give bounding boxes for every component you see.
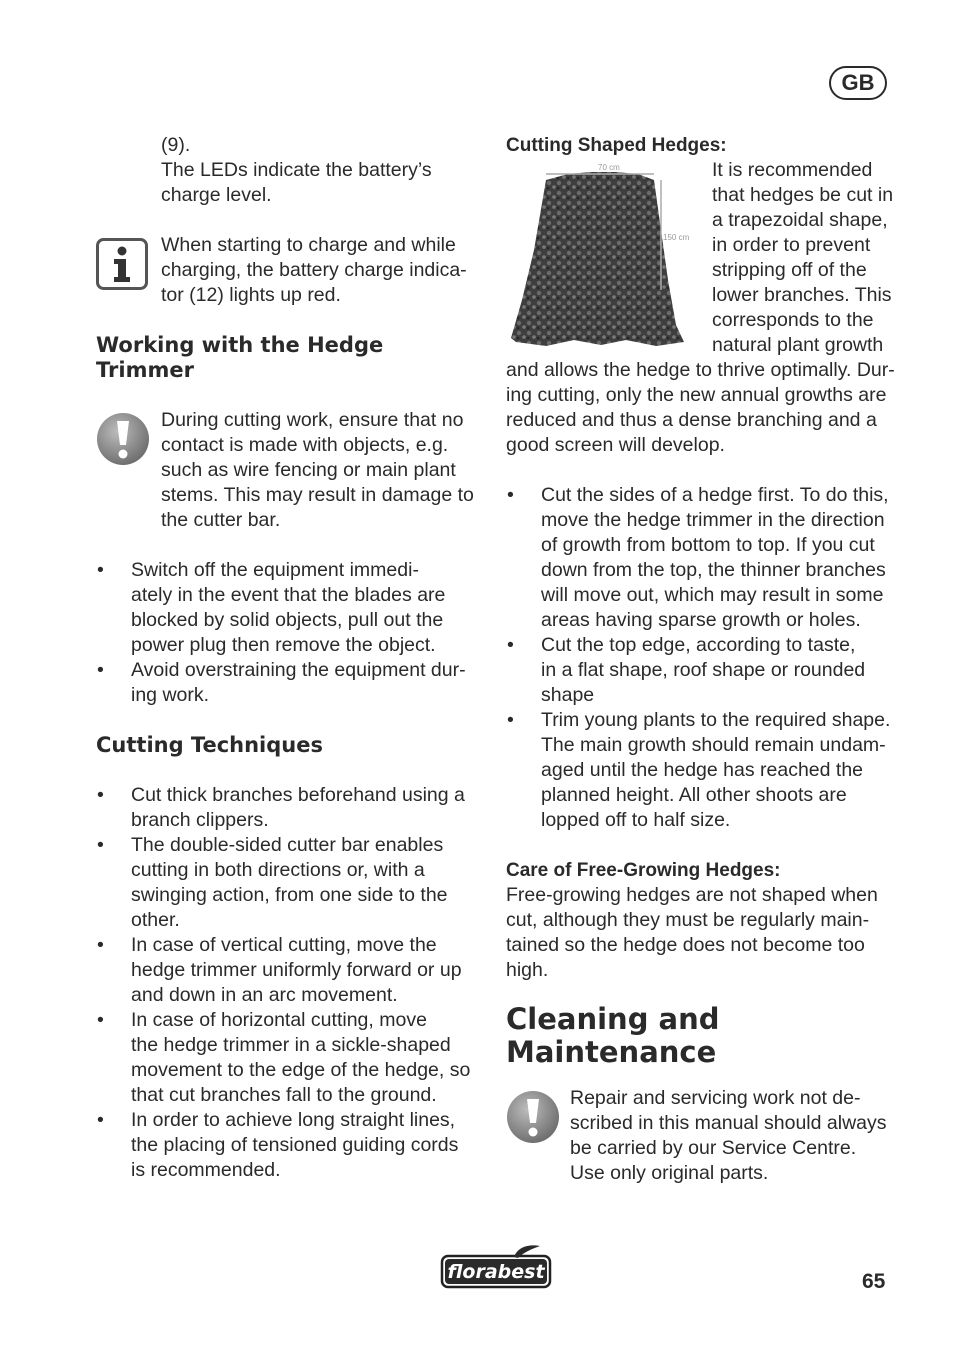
heading-free-growing-hedges: Care of Free-Growing Hedges: [506, 860, 781, 881]
working-bullet-list [96, 558, 484, 708]
right-column [506, 133, 898, 1186]
list-item: • In case of vertical cutting, move the hedge trimmer uniformly forward or up and down in an arc movement. [96, 933, 484, 1008]
warning-note: During cutting work, ensure that no contact is made with objects, e.g. such as wire fencing or main plant stems. This may result in damage to the cutter bar. [96, 408, 484, 533]
heading-working-with-trimmer: Working with the Hedge Trimmer [96, 333, 384, 382]
list-item: • Avoid overstraining the equipment dur- ing work. [96, 658, 484, 708]
list-item: • In case of horizontal cutting, move the hedge trimmer in a sickle-shaped movement to the edge of the hedge, so that cut branches fall to the ground. [96, 1008, 484, 1108]
shaped-text-below-figure: and allows the hedge to thrive optimally. Dur- ing cutting, only the new annual growths are reduced and thus a dense branching and a good screen will develop. [506, 359, 895, 456]
free-growing-text: Free-growing hedges are not shaped when cut, although they must be regularly main- tained so the hedge does not become too high. [506, 884, 878, 981]
info-icon [96, 238, 148, 290]
list-item: • Cut the sides of a hedge first. To do this, move the hedge trimmer in the direction of growth from bottom to top. If you cut down from the top, the thinner branches will move out, which may result in some areas having sparse growth or holes. [506, 483, 898, 633]
service-warning-note: Repair and servicing work not de- scribed in this manual should always be carried by our Service Centre. Use only original parts. [506, 1086, 898, 1186]
list-item: • Switch off the equipment immedi- ately in the event that the blades are blocked by solid objects, pull out the power plug then remove the object. [96, 558, 484, 658]
intro-text: (9). The LEDs indicate the battery’s charge level. [161, 134, 432, 206]
left-column [96, 133, 484, 1183]
list-item: • Cut thick branches beforehand using a branch clippers. [96, 783, 484, 833]
shaped-hedges-block [506, 158, 898, 458]
list-item: • The double-sided cutter bar enables cutting in both directions or, with a swinging action, from one side to the other. [96, 833, 484, 933]
heading-cutting-techniques: Cutting Techniques [96, 733, 323, 757]
shaped-bullet-list [506, 483, 898, 833]
warning-icon [96, 412, 150, 466]
language-badge: GB [829, 66, 887, 100]
page-number: 65 [862, 1270, 886, 1293]
list-item: • Trim young plants to the required shape. The main growth should remain undam- aged until the hedge has reached the planned height. All other shoots are lopped off to half size. [506, 708, 898, 833]
list-item: • In order to achieve long straight lines, the placing of tensioned guiding cords is recommended. [96, 1108, 484, 1183]
shaped-text-beside-figure: It is recommended that hedges be cut in a trapezoidal shape, in order to prevent stripping off of the lower branches. This corresponds to the natural plant growth [712, 159, 894, 356]
florabest-logo [440, 1244, 552, 1290]
logo-wordmark: florabest [447, 1261, 545, 1283]
warning-icon [506, 1090, 560, 1144]
list-item: • Cut the top edge, according to taste, in a flat shape, roof shape or rounded shape [506, 633, 898, 708]
info-note: When starting to charge and while charging, the battery charge indica- tor (12) lights up red. [96, 233, 484, 308]
figure-height-label: 150 cm [663, 233, 690, 242]
heading-cutting-shaped-hedges: Cutting Shaped Hedges: [506, 135, 727, 156]
techniques-bullet-list [96, 783, 484, 1183]
hedge-trapezoid-figure [506, 160, 706, 352]
heading-cleaning-maintenance: Cleaning and Maintenance [506, 1002, 720, 1069]
figure-width-label: 70 cm [598, 163, 620, 172]
